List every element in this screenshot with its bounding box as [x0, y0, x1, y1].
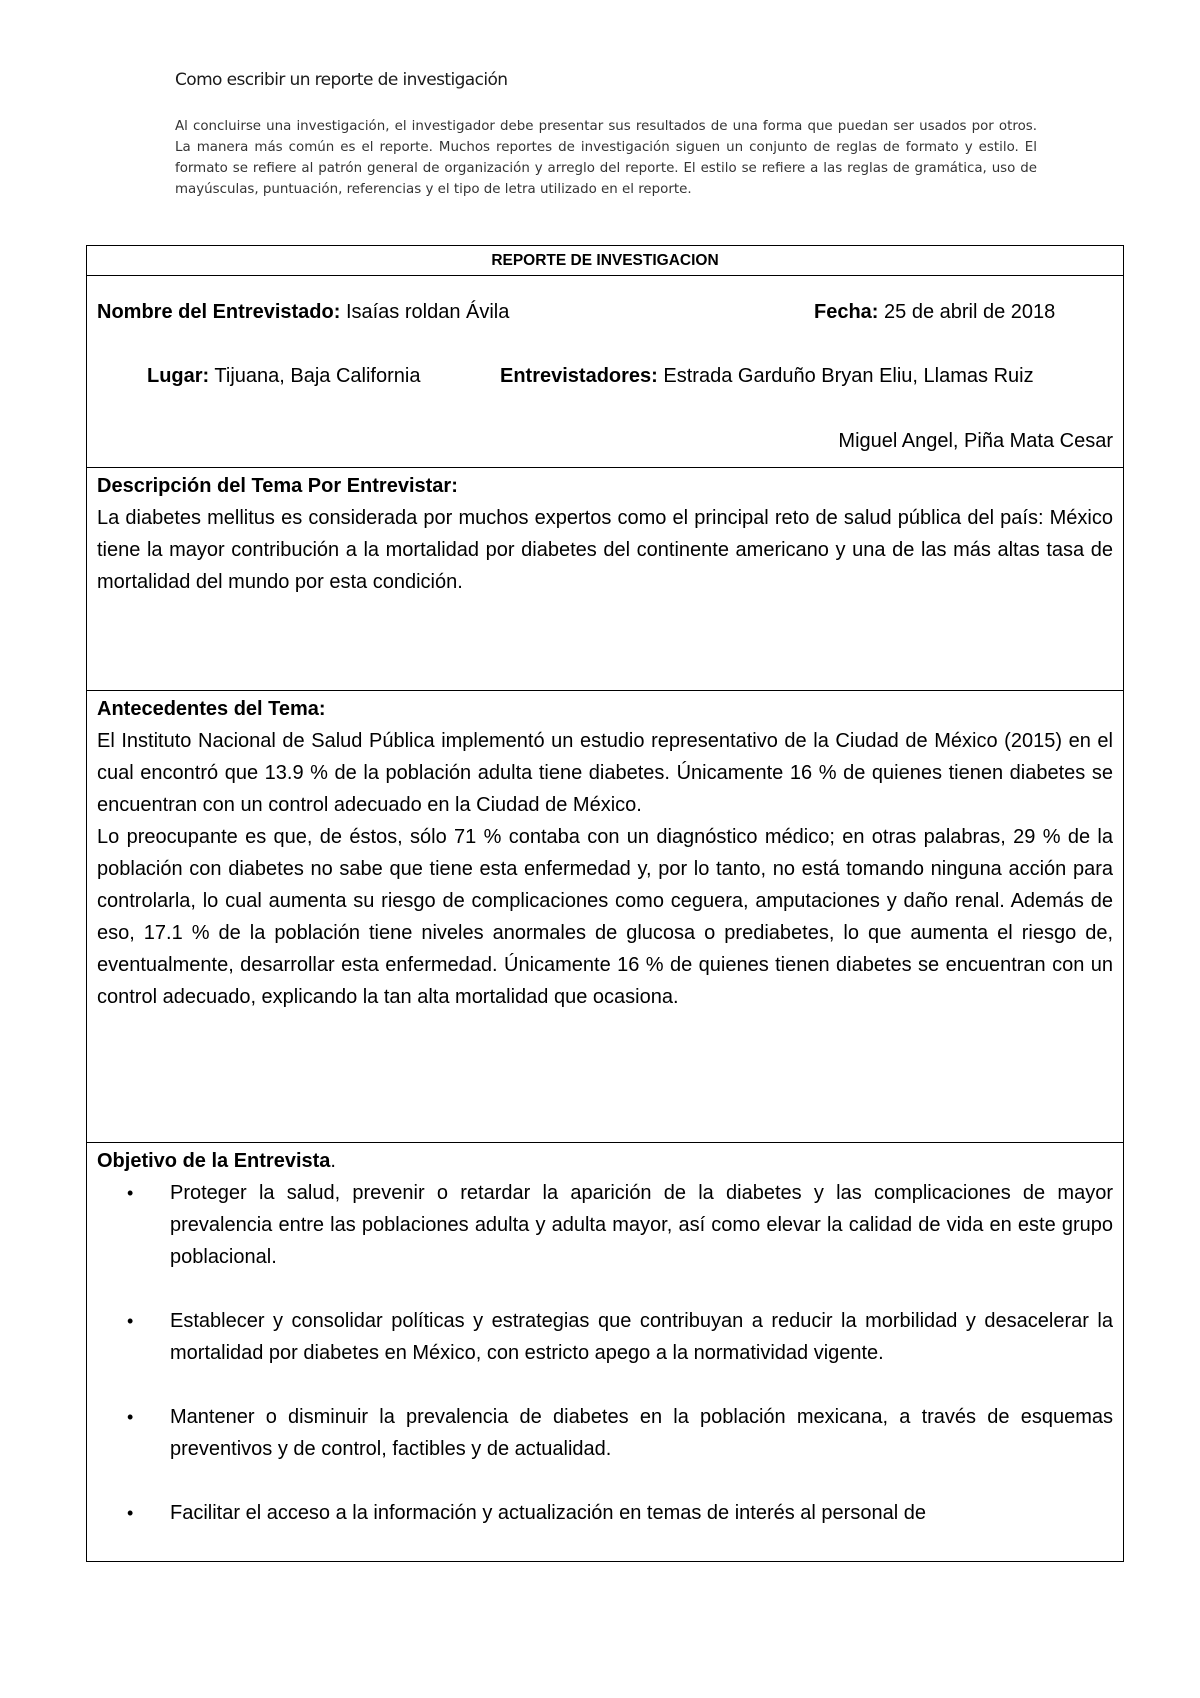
- place-value: Tijuana, Baja California: [209, 365, 421, 387]
- background-title: Antecedentes del Tema:: [97, 698, 326, 720]
- description-text: La diabetes mellitus es considerada por muchos expertos como el principal reto de salud pública del país: México tiene la mayor contribución a la mortalidad por diabetes del continente americano y una de las más altas tasa de mortalidad del mundo por esta condición.: [97, 507, 1113, 593]
- objective-text: Mantener o disminuir la prevalencia de diabetes en la población mexicana, a través de esquemas preventivos y de control, factibles y de actualidad.: [170, 1406, 1113, 1460]
- background-cell: [87, 691, 1123, 1143]
- intro-title: Como escribir un reporte de investigación: [175, 70, 508, 90]
- description-title: Descripción del Tema Por Entrevistar:: [97, 475, 458, 497]
- bullet-icon: •: [127, 1183, 134, 1203]
- background-paragraph-2: Lo preocupante es que, de éstos, sólo 71 % contaba con un diagnóstico médico; en otras palabras, 29 % de la población con diabetes no sabe que tiene esta enfermedad y, por lo tanto, no está tomando ninguna acción para controlarla, lo cual aumenta su riesgo de complicaciones como ceguera, amputaciones y daño renal. Además de eso, 17.1 % de la población tiene niveles anormales de glucosa o prediabetes, lo que aumenta el riesgo de, eventualmente, desarrollar esta enfermedad. Únicamente 16 % de quienes tienen diabetes se encuentran con un control adecuado, explicando la tan alta mortalidad que ocasiona.: [97, 826, 1113, 1008]
- objective-cell: [87, 1143, 1123, 1561]
- objective-title-period: .: [330, 1150, 336, 1172]
- place-line: [147, 360, 420, 392]
- report-table: [86, 245, 1124, 1562]
- bullet-icon: •: [127, 1503, 134, 1523]
- list-item: [97, 1401, 1113, 1465]
- interviewers-line: [500, 360, 1034, 392]
- objective-text: Facilitar el acceso a la información y actualización en temas de interés al personal de: [170, 1502, 926, 1524]
- objective-text: Establecer y consolidar políticas y estrategias que contribuyan a reducir la morbilidad y desacelerar la mortalidad por diabetes en México, con estricto apego a la normatividad vigente.: [170, 1310, 1113, 1364]
- date-label: Fecha:: [814, 301, 879, 323]
- list-item: [97, 1305, 1113, 1369]
- background-paragraph-1: El Instituto Nacional de Salud Pública implementó un estudio representativo de la Ciudad de México (2015) en el cual encontró que 13.9 % de la población adulta tiene diabetes. Únicamente 16 % de quienes tienen diabetes se encuentran con un control adecuado en la Ciudad de México.: [97, 730, 1113, 816]
- interviewee-line: [97, 296, 509, 328]
- intro-section: [175, 70, 1037, 200]
- interviewee-value: Isaías roldan Ávila: [340, 301, 510, 323]
- intro-paragraph: Al concluirse una investigación, el investigador debe presentar sus resultados de una forma que puedan ser usados por otros. La manera más común es el reporte. Muchos reportes de investigación siguen un conjunto de reglas de formato y estilo. El formato se refiere al patrón general de organización y arreglo del reporte. El estilo se refiere a las reglas de gramática, uso de mayúsculas, puntuación, referencias y el tipo de letra utilizado en el reporte.: [175, 119, 1037, 197]
- place-label: Lugar:: [147, 365, 210, 387]
- list-item: [97, 1177, 1113, 1273]
- objective-title-line: [97, 1145, 1113, 1177]
- interviewers-label: Entrevistadores:: [500, 365, 658, 387]
- interviewers-line-2: Miguel Angel, Piña Mata Cesar: [838, 430, 1113, 452]
- bullet-icon: •: [127, 1407, 134, 1427]
- report-header: REPORTE DE INVESTIGACION: [87, 246, 1123, 276]
- date-line: [814, 296, 1055, 328]
- description-cell: [87, 468, 1123, 691]
- objectives-list: [97, 1177, 1113, 1529]
- interviewers-value-line1: Estrada Garduño Bryan Eliu, Llamas Ruiz: [657, 365, 1034, 387]
- list-item: [97, 1497, 1113, 1529]
- bullet-icon: •: [127, 1311, 134, 1331]
- report-meta-cell: [87, 276, 1123, 468]
- interviewee-label: Nombre del Entrevistado:: [97, 301, 341, 323]
- objective-title: Objetivo de la Entrevista: [97, 1150, 331, 1172]
- date-value: 25 de abril de 2018: [878, 301, 1056, 323]
- objective-text: Proteger la salud, prevenir o retardar la aparición de la diabetes y las complicaciones de mayor prevalencia entre las poblaciones adulta y adulta mayor, así como elevar la calidad de vida en este grupo poblacional.: [170, 1182, 1113, 1268]
